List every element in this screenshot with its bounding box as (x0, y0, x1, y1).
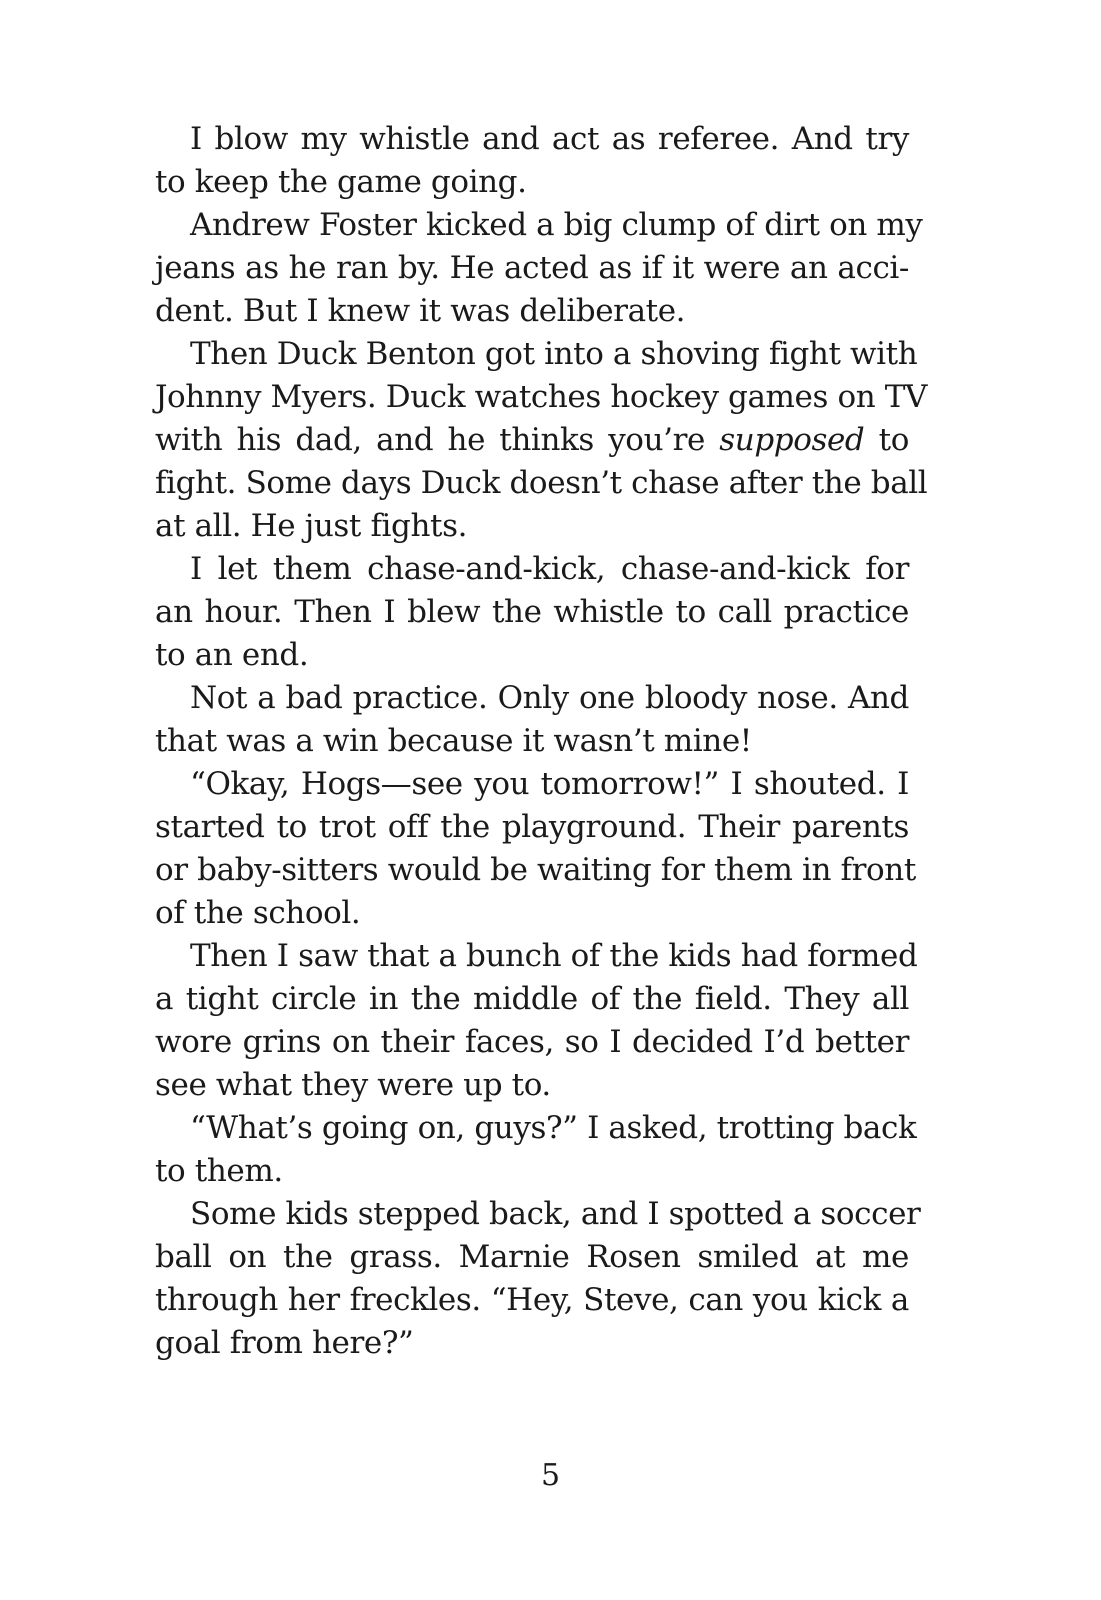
text-line: Not a bad practice. Only one bloody nose. And (190, 680, 909, 716)
paragraph (155, 333, 928, 548)
paragraph (155, 118, 909, 204)
text-line (155, 419, 909, 462)
text-line: ball on the grass. Marnie Rosen smiled at me (155, 1239, 909, 1275)
paragraph (155, 763, 916, 935)
text-line: dent. But I knew it was deliberate. (155, 293, 686, 329)
text-line: Some kids stepped back, and I spotted a soccer (190, 1196, 921, 1232)
text-line: see what they were up to. (155, 1067, 551, 1103)
text-line: I blow my whistle and act as referee. And try (190, 121, 909, 157)
text-line: to keep the game going. (155, 164, 527, 200)
paragraph (155, 1193, 921, 1365)
text-line: “What’s going on, guys?” I asked, trotting back (190, 1110, 917, 1146)
text-line: or baby-sitters would be waiting for them in front (155, 852, 916, 888)
text-line: through her freckles. “Hey, Steve, can you kick a (155, 1282, 909, 1318)
text-line: to an end. (155, 637, 309, 673)
text-line: “Okay, Hogs—see you tomorrow!” I shouted. I (190, 766, 909, 802)
body-text (155, 118, 928, 1365)
paragraph (155, 1107, 917, 1193)
text-line: that was a win because it wasn’t mine! (155, 723, 752, 759)
text-run: with his dad, and he thinks you’re (155, 422, 705, 458)
paragraph (155, 548, 909, 677)
text-line: Johnny Myers. Duck watches hockey games on TV (155, 379, 927, 415)
emphasis-text: supposed (719, 422, 865, 458)
text-line: a tight circle in the middle of the field. They all (155, 981, 909, 1017)
page-number: 5 (540, 1458, 561, 1493)
text-line: I let them chase-and-kick, chase-and-kick for (190, 551, 909, 587)
text-line: wore grins on their faces, so I decided I’d better (155, 1024, 909, 1060)
text-line: of the school. (155, 895, 361, 931)
paragraph (155, 677, 909, 763)
text-line: to them. (155, 1153, 283, 1189)
text-line: started to trot off the playground. Their parents (155, 809, 909, 845)
paragraph (155, 204, 923, 333)
text-line: an hour. Then I blew the whistle to call practice (155, 594, 909, 630)
text-line: Then I saw that a bunch of the kids had formed (190, 938, 918, 974)
text-line: jeans as he ran by. He acted as if it were an acci- (155, 250, 909, 286)
text-line: fight. Some days Duck doesn’t chase after the ball (155, 465, 928, 501)
text-line: at all. He just fights. (155, 508, 468, 544)
text-line: Andrew Foster kicked a big clump of dirt on my (190, 207, 923, 243)
paragraph (155, 935, 918, 1107)
text-run: to (878, 422, 909, 458)
text-line: Then Duck Benton got into a shoving fight with (190, 336, 918, 372)
text-line: goal from here?” (155, 1325, 414, 1361)
